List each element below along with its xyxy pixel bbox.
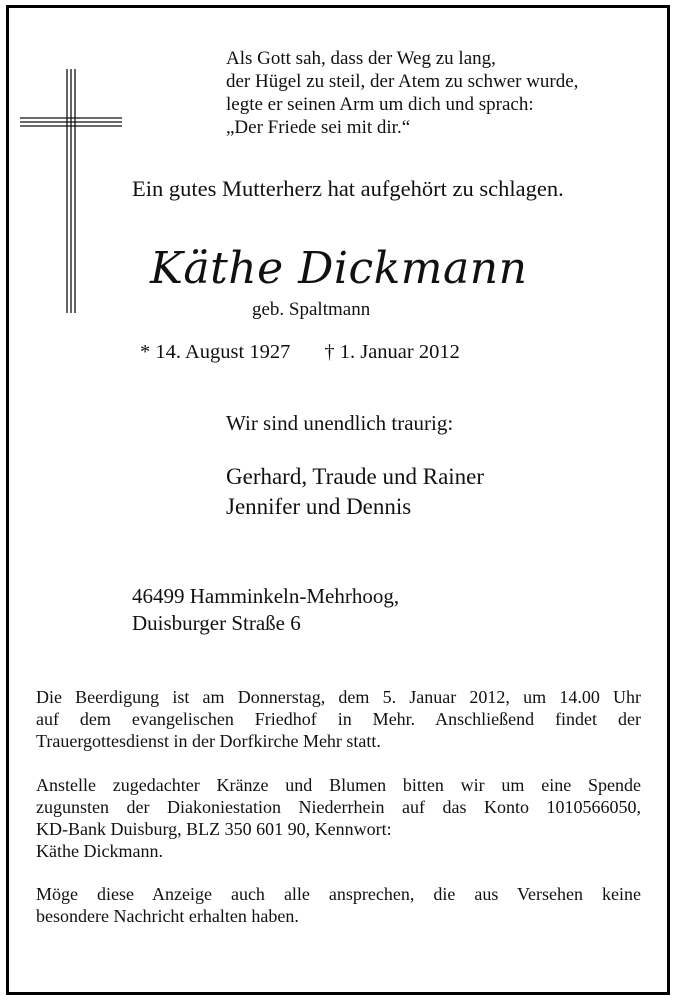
poem-line: der Hügel zu steil, der Atem zu schwer wurde, xyxy=(226,71,579,92)
mourner-line: Gerhard, Traude und Rainer xyxy=(226,464,485,489)
announcement-line: Ein gutes Mutterherz hat aufgehört zu schlagen. xyxy=(132,176,564,201)
donation-line: Käthe Dickmann. xyxy=(36,841,163,861)
funeral-line: Trauergottesdienst in der Dorfkirche Mehr statt. xyxy=(36,731,381,751)
poem-line: „Der Friede sei mit dir.“ xyxy=(226,117,411,138)
donation-line: Anstelle zugedachter Kränze und Blumen bitten wir um eine Spende xyxy=(36,775,641,795)
life-dates xyxy=(140,338,460,366)
mourners-intro: Wir sind unendlich traurig: xyxy=(226,411,454,435)
address-line: 46499 Hamminkeln-Mehrhoog, xyxy=(132,584,400,608)
funeral-line: auf dem evangelischen Friedhof in Mehr. Anschließend findet der xyxy=(36,709,641,729)
funeral-line: Die Beerdigung ist am Donnerstag, dem 5. Januar 2012, um 14.00 Uhr xyxy=(36,687,641,707)
death-date: † 1. Januar 2012 xyxy=(324,341,460,363)
maiden-name: geb. Spaltmann xyxy=(252,299,371,320)
address-line: Duisburger Straße 6 xyxy=(132,611,301,635)
closing-paragraph xyxy=(36,883,641,927)
closing-line: Möge diese Anzeige auch alle ansprechen, die aus Versehen keine xyxy=(36,884,641,904)
donation-line: KD-Bank Duisburg, BLZ 350 601 90, Kennwort: xyxy=(36,819,392,839)
mourner-line: Jennifer und Dennis xyxy=(226,494,412,519)
birth-date: * 14. August 1927 xyxy=(140,341,291,363)
donation-paragraph xyxy=(36,774,641,862)
funeral-paragraph xyxy=(36,686,641,752)
cross-icon-lines xyxy=(20,69,122,313)
address xyxy=(132,583,399,637)
mourners-list xyxy=(226,462,484,522)
donation-line: zugunsten der Diakoniestation Niederrhein auf das Konto 1010566050, xyxy=(36,797,641,817)
deceased-name: Käthe Dickmann xyxy=(150,243,528,294)
poem xyxy=(226,47,578,139)
closing-line: besondere Nachricht erhalten haben. xyxy=(36,906,299,926)
poem-line: Als Gott sah, dass der Weg zu lang, xyxy=(226,48,496,69)
poem-line: legte er seinen Arm um dich und sprach: xyxy=(226,94,534,115)
